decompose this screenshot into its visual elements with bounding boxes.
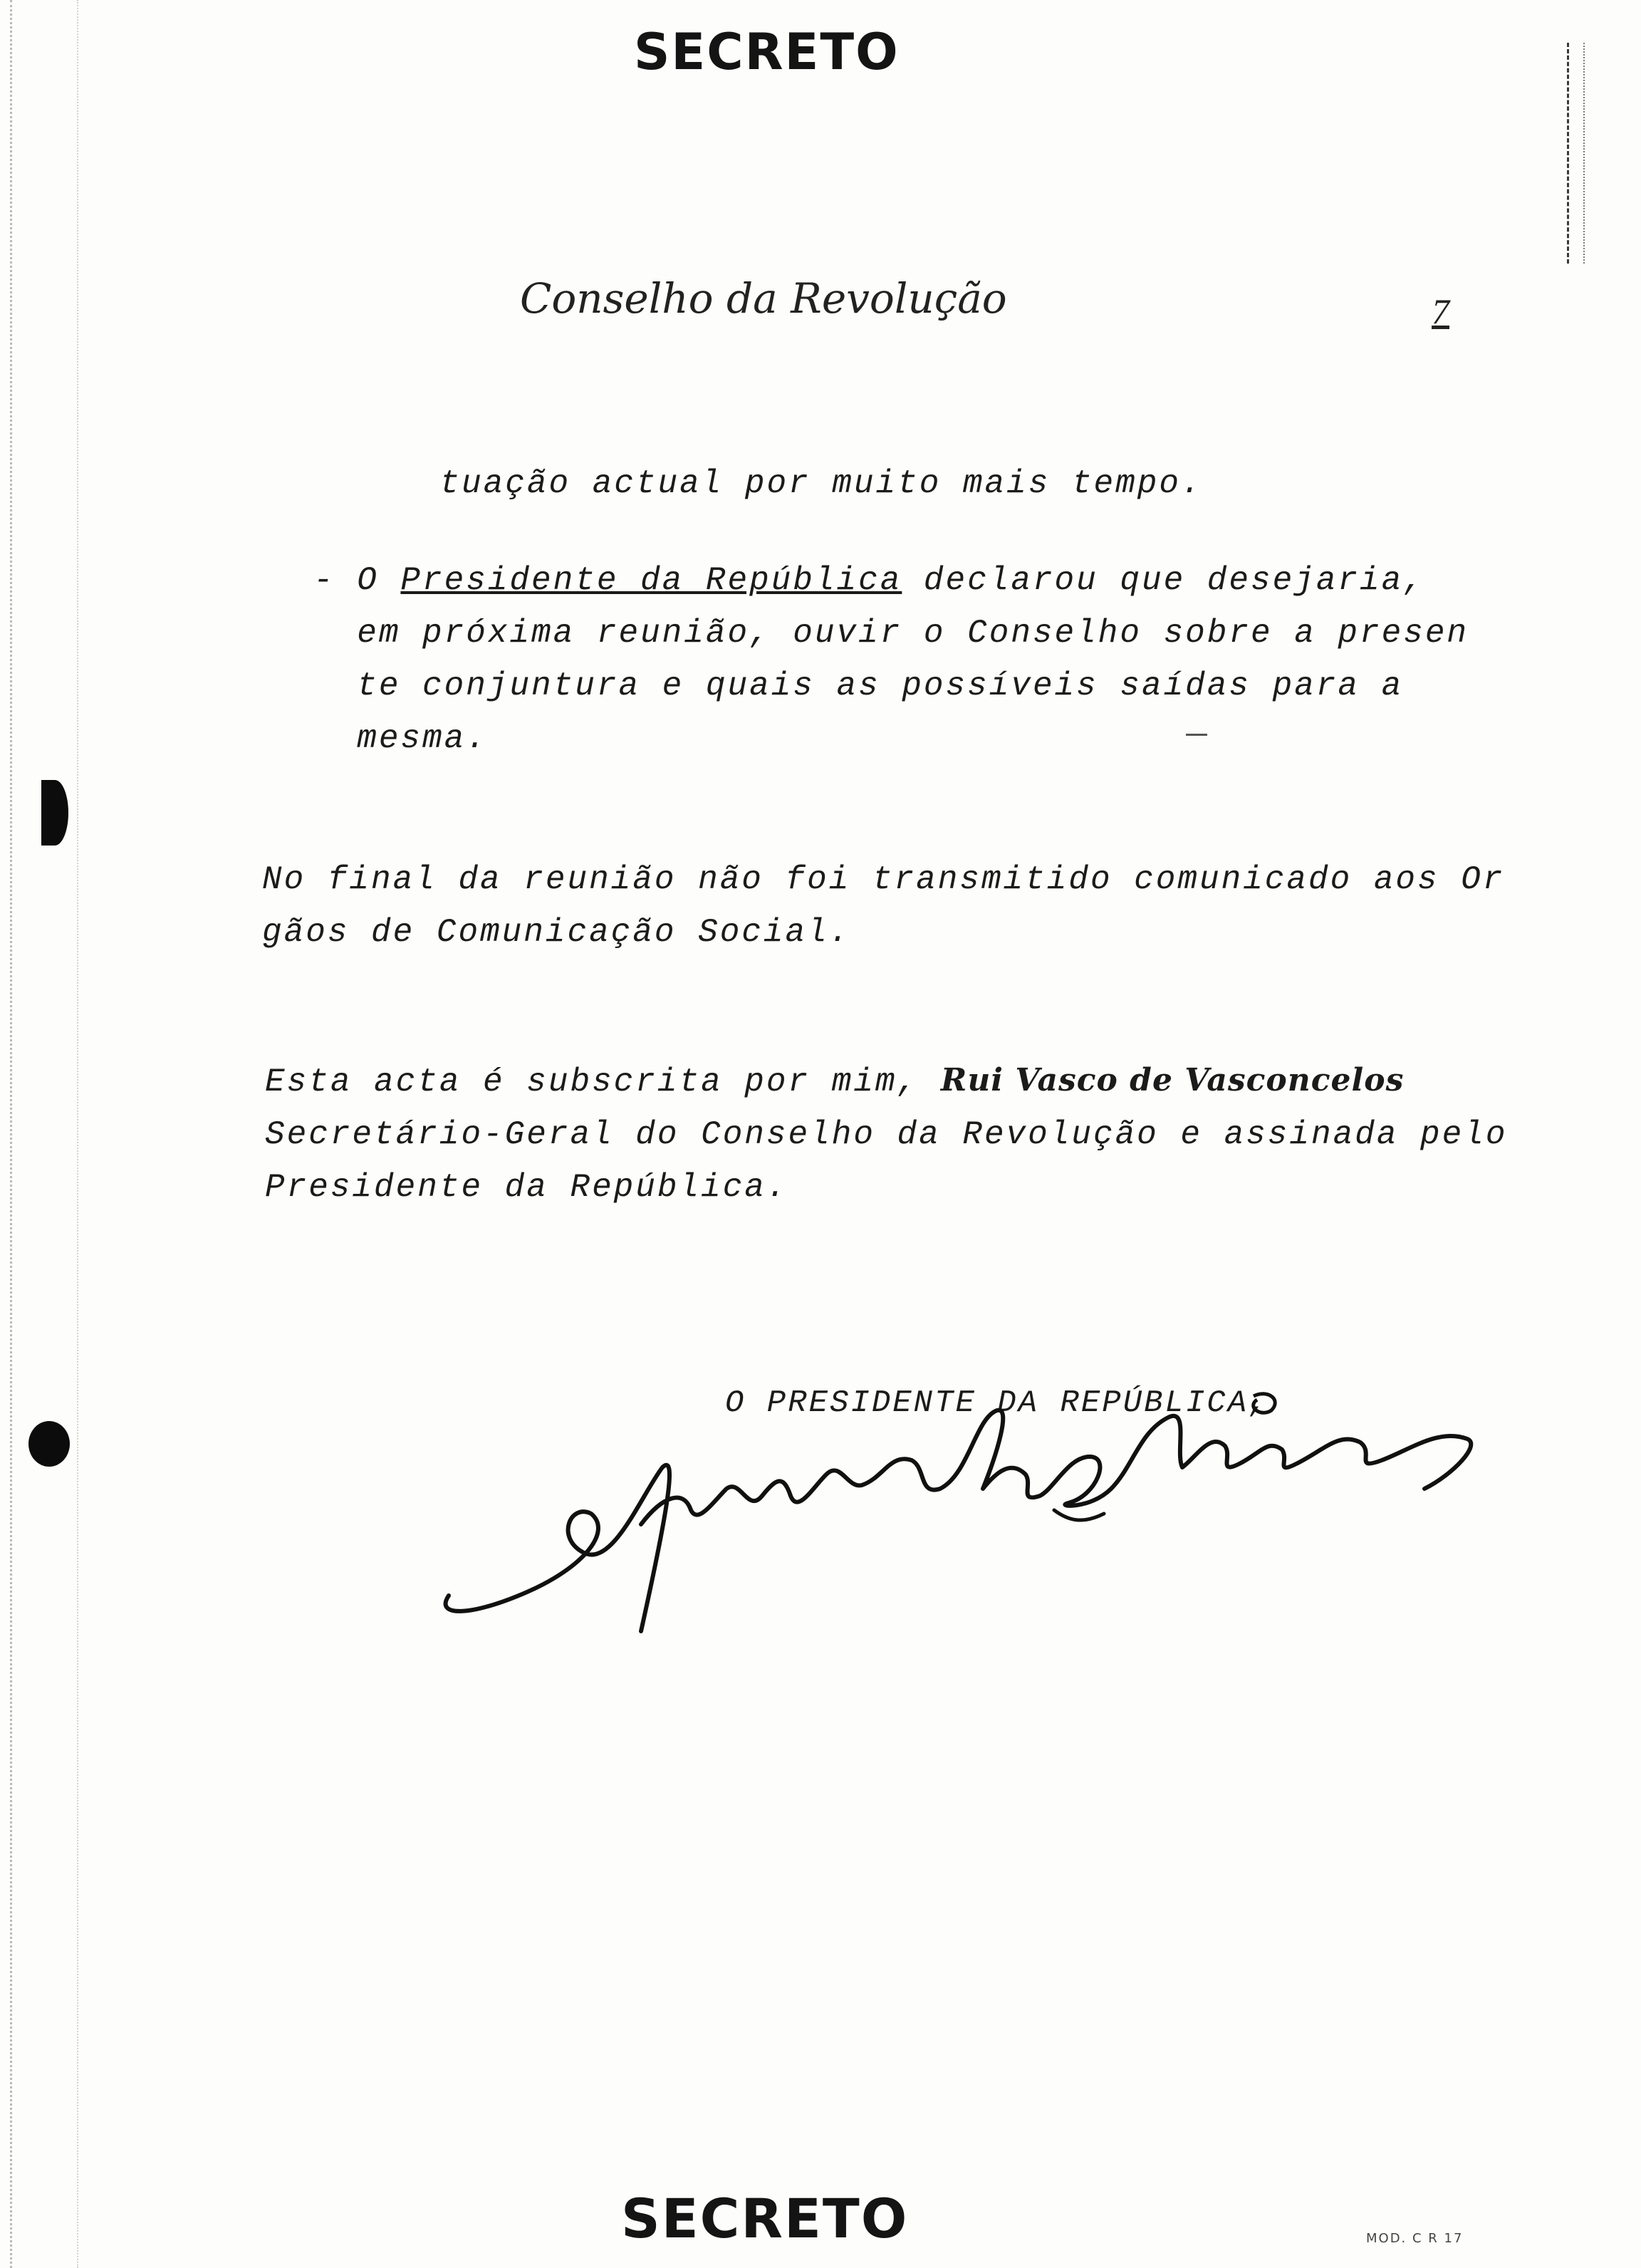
text-line: declarou que desejaria,: [902, 562, 1425, 599]
text-line: Secretário-Geral do Conselho da Revolução e assinada pelo: [265, 1116, 1508, 1153]
stray-mark: [1186, 734, 1207, 736]
punch-hole: [28, 1421, 70, 1467]
text-line: No final da reunião não foi transmitido comunicado aos Or: [262, 861, 1505, 898]
letterhead: Conselho da Revolução: [520, 274, 1007, 323]
form-code: MOD. C R 17: [1366, 2231, 1464, 2246]
text-line: Esta acta é subscrita por mim,: [265, 1063, 941, 1101]
text-line: gãos de Comunicação Social.: [262, 914, 851, 951]
text-line: te conjuntura e quais as possíveis saídas para a: [313, 667, 1404, 704]
text-lead: - O: [313, 562, 401, 599]
binding-guide: [77, 0, 78, 2268]
closing-title: O PRESIDENTE DA REPÚBLICA,: [725, 1385, 1270, 1421]
text-line: Presidente da República.: [265, 1169, 788, 1206]
paragraph-subscription: [265, 1054, 1507, 1214]
text-line: tuação actual por muito mais tempo.: [439, 465, 1203, 502]
page-number: 7: [1432, 291, 1449, 331]
paragraph-communique: [262, 853, 1504, 959]
classification-stamp-top: SECRETO: [634, 23, 900, 81]
paragraph-president-statement: [313, 554, 1469, 765]
text-line: mesma.: [313, 720, 488, 757]
paragraph-continuation: [353, 405, 1203, 563]
binding-edge: [10, 0, 12, 2268]
punch-hole: [41, 780, 68, 846]
handwritten-secretary-name: Rui Vasco de Vasconcelos: [940, 1062, 1405, 1098]
president-signature: [427, 1389, 1538, 1688]
text-line: em próxima reunião, ouvir o Conselho sobre a presen: [313, 615, 1469, 652]
underlined-title: Presidente da República: [400, 562, 902, 599]
classification-stamp-bottom: SECRETO: [621, 2187, 909, 2250]
scan-edge-marks: [1567, 43, 1585, 264]
